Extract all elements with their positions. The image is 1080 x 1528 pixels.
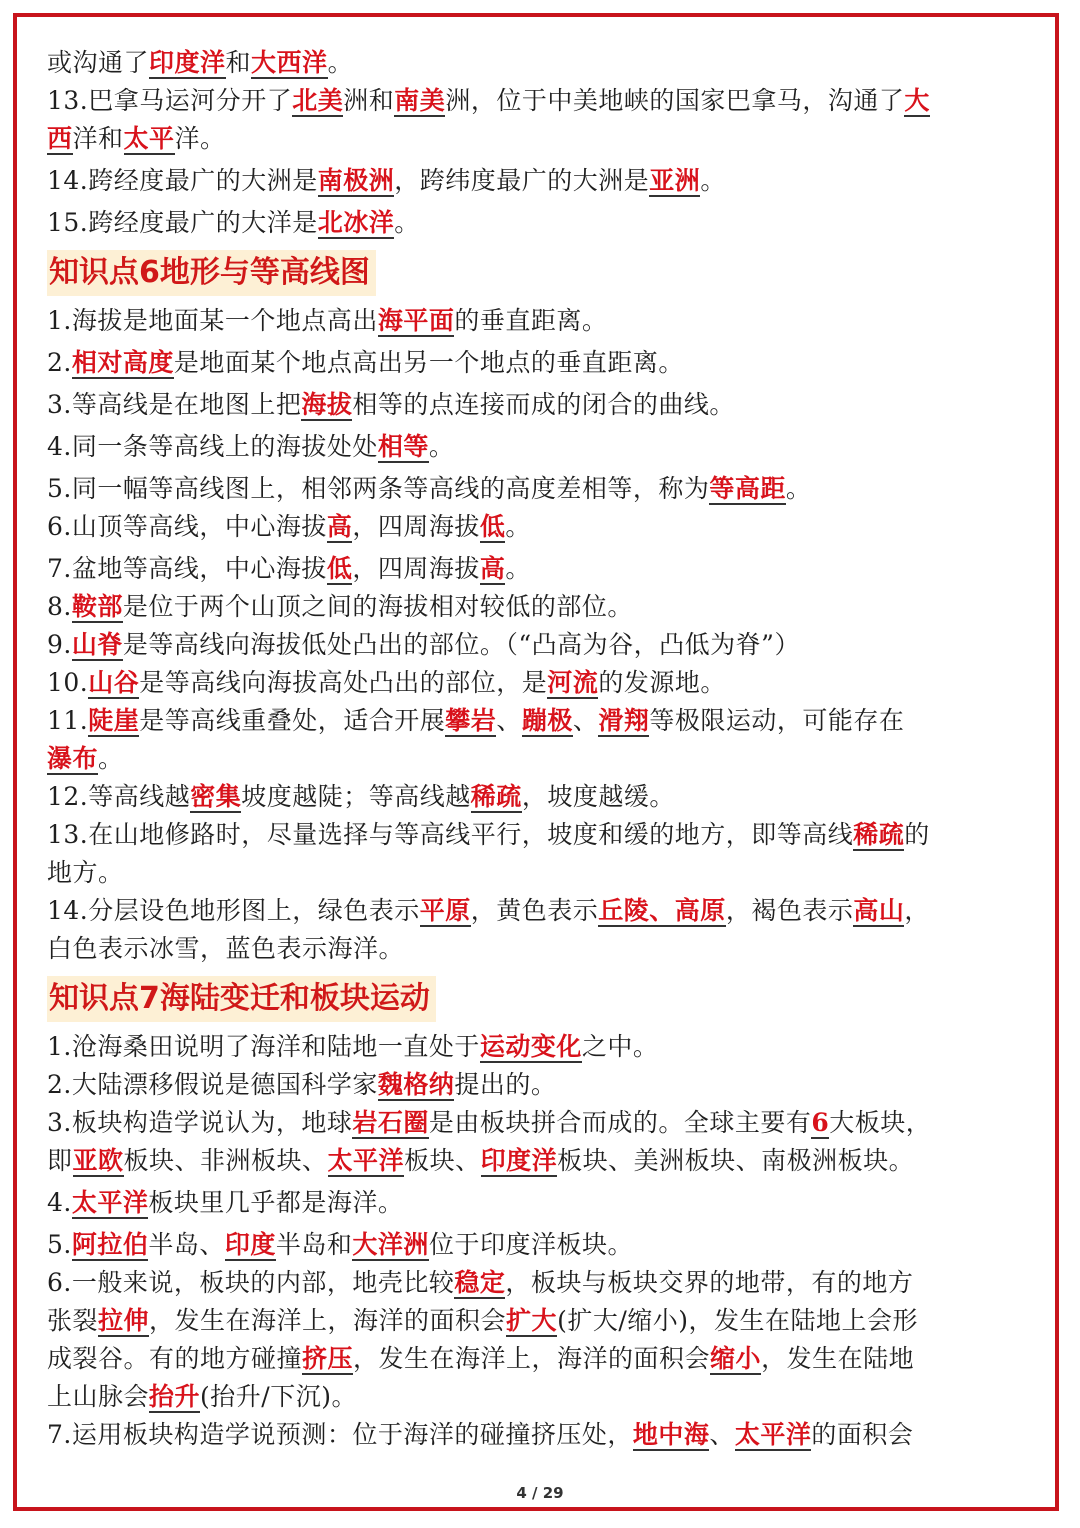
answer-text: 海拔 — [301, 390, 353, 419]
answer-text: 魏格纳 — [377, 1070, 455, 1099]
body-text: ，四周海拔 — [352, 512, 480, 541]
answer-text: 南极洲 — [317, 166, 395, 195]
body-text: 。 — [428, 432, 455, 461]
body-text: ，褐色表示 — [725, 896, 854, 925]
body-text: 。 — [785, 474, 812, 503]
body-text: 白色表示冰雪，蓝色表示海洋。 — [47, 934, 405, 963]
answer-text: 稀疏 — [853, 820, 905, 849]
body-text: 是等高线向海拔低处凸出的部位。（“凸高为谷，凸低为脊”） — [122, 630, 800, 659]
text-line — [47, 1226, 1037, 1264]
text-line — [47, 854, 1037, 892]
body-text: 12.等高线越 — [47, 782, 191, 811]
text-line — [47, 1142, 1037, 1180]
body-text: ，发生在海洋上，海洋的面积会 — [149, 1306, 507, 1335]
answer-text: 6 — [811, 1108, 830, 1137]
body-text: 是位于两个山顶之间的海拔相对较低的部位。 — [122, 592, 633, 621]
body-text: 是由板块拼合而成的。全球主要有 — [428, 1108, 812, 1137]
body-text: ，发生在陆地 — [761, 1344, 915, 1373]
answer-text: 密集 — [190, 782, 242, 811]
body-text: 的面积会 — [811, 1420, 914, 1449]
text-line — [47, 1028, 1037, 1066]
page-number: 4 / 29 — [516, 1484, 564, 1502]
text-line — [47, 82, 1037, 120]
body-text: 10. — [47, 668, 89, 697]
body-text: ，跨纬度最广的大洲是 — [394, 166, 650, 195]
body-text: 14.跨经度最广的大洲是 — [47, 166, 318, 195]
answer-text: 拉伸 — [98, 1306, 150, 1335]
body-text: (扩大/缩小)，发生在陆地上会形 — [557, 1306, 918, 1335]
answer-text: 亚洲 — [649, 166, 701, 195]
body-text: 是等高线重叠处，适合开展 — [139, 706, 446, 735]
body-text: 1.海拔是地面某一个地点高出 — [47, 306, 378, 335]
text-line — [47, 1416, 1037, 1454]
text-line — [47, 204, 1037, 242]
body-text: 。 — [505, 512, 531, 541]
body-text: 3.等高线是在地图上把 — [47, 390, 302, 419]
answer-text: 运动变化 — [479, 1032, 582, 1061]
text-line — [47, 740, 1037, 778]
body-text: 15.跨经度最广的大洋是 — [47, 208, 318, 237]
text-line — [47, 44, 1037, 82]
text-line — [47, 302, 1037, 340]
answer-text: 稀疏 — [470, 782, 522, 811]
answer-text: 瀑布 — [47, 744, 99, 773]
body-text: (抬升/下沉)。 — [200, 1382, 357, 1411]
text-line — [47, 428, 1037, 466]
answer-text: 高山 — [853, 896, 905, 925]
body-text: 是地面某个地点高出另一个地点的垂直距离。 — [173, 348, 684, 377]
body-text: 上山脉会 — [47, 1382, 150, 1411]
answer-text: 山脊 — [71, 630, 123, 659]
answer-text: 滑翔 — [598, 706, 650, 735]
body-text: 张裂 — [47, 1306, 99, 1335]
text-line — [47, 1378, 1037, 1416]
answer-text: 等高距 — [709, 474, 786, 503]
body-text: 5.同一幅等高线图上，相邻两条等高线的高度差相等，称为 — [47, 474, 710, 503]
answer-text: 稳定 — [454, 1268, 506, 1297]
body-text: 4. — [47, 1188, 72, 1217]
body-text: 半岛和 — [275, 1230, 353, 1259]
body-text: 8. — [47, 592, 72, 621]
text-line — [47, 344, 1037, 382]
body-text: ， — [904, 896, 930, 925]
body-text: 位于印度洋板块。 — [428, 1230, 633, 1259]
body-text: 4.同一条等高线上的海拔处处 — [47, 432, 378, 461]
answer-text: 海平面 — [377, 306, 455, 335]
body-text: 。 — [394, 208, 420, 237]
answer-text: 大洋洲 — [352, 1230, 429, 1259]
body-text: 的垂直距离。 — [454, 306, 608, 335]
body-text: 地方。 — [47, 858, 124, 887]
answer-text: 阿拉伯 — [71, 1230, 149, 1259]
text-line — [47, 930, 1037, 968]
section-heading: 知识点7海陆变迁和板块运动 — [47, 976, 436, 1022]
answer-text: 扩大 — [506, 1306, 558, 1335]
answer-text: 印度洋 — [480, 1146, 558, 1175]
text-line — [47, 550, 1037, 588]
body-text: 3.板块构造学说认为，地球 — [47, 1108, 353, 1137]
body-text: 。 — [700, 166, 726, 195]
answer-text: 平原 — [419, 896, 471, 925]
body-text: 7.盆地等高线，中心海拔 — [47, 554, 327, 583]
body-text: 13.巴拿马运河分开了 — [47, 86, 293, 115]
body-text: 13.在山地修路时，尽量选择与等高线平行，坡度和缓的地方，即等高线 — [47, 820, 854, 849]
answer-text: 抬升 — [149, 1382, 201, 1411]
text-line — [47, 702, 1037, 740]
answer-text: 印度洋 — [149, 48, 226, 77]
answer-text: 高 — [326, 512, 353, 541]
body-text: 大板块， — [829, 1108, 932, 1137]
answer-text: 丘陵、高原 — [598, 896, 726, 925]
body-text: 板块里几乎都是海洋。 — [148, 1188, 404, 1217]
body-text: 板块、美洲板块、南极洲板块。 — [557, 1146, 915, 1175]
text-line — [47, 470, 1037, 508]
body-text: 半岛、 — [148, 1230, 225, 1259]
answer-text: 高 — [479, 554, 506, 583]
text-line — [47, 1340, 1037, 1378]
body-text: ，发生在海洋上，海洋的面积会 — [353, 1344, 711, 1373]
answer-text: 攀岩 — [445, 706, 497, 735]
body-text: ，黄色表示 — [470, 896, 599, 925]
answer-text: 相等 — [377, 432, 429, 461]
answer-text: 缩小 — [710, 1344, 762, 1373]
answer-text: 太平洋 — [327, 1146, 405, 1175]
text-line — [47, 508, 1037, 546]
body-text: 。 — [505, 554, 531, 583]
body-text: 7.运用板块构造学说预测：位于海洋的碰撞挤压处， — [47, 1420, 633, 1449]
body-text: 11. — [47, 706, 89, 735]
body-text: 1.沧海桑田说明了海洋和陆地一直处于 — [47, 1032, 480, 1061]
body-text: 的 — [904, 820, 930, 849]
body-text: 洋。 — [174, 124, 226, 153]
body-text: 提出的。 — [454, 1070, 557, 1099]
answer-text: 岩石圈 — [352, 1108, 429, 1137]
body-text: 洋和 — [72, 124, 124, 153]
body-text: 5. — [47, 1230, 72, 1259]
answer-text: 低 — [479, 512, 506, 541]
answer-text: 西 — [47, 124, 73, 153]
body-text: 、 — [572, 706, 599, 735]
text-line — [47, 120, 1037, 158]
text-line — [47, 588, 1037, 626]
answer-text: 南美 — [394, 86, 446, 115]
body-text: 14.分层设色地形图上，绿色表示 — [47, 896, 420, 925]
text-line — [47, 1104, 1037, 1142]
body-text: 或沟通了 — [47, 48, 150, 77]
answer-text: 河流 — [547, 668, 599, 697]
body-text: 2. — [47, 348, 72, 377]
answer-text: 鞍部 — [71, 592, 123, 621]
answer-text: 地中海 — [632, 1420, 710, 1449]
body-text: ，坡度越缓。 — [521, 782, 675, 811]
answer-text: 陡崖 — [88, 706, 140, 735]
text-line — [47, 664, 1037, 702]
body-text: ，四周海拔 — [352, 554, 480, 583]
body-text: ，板块与板块交界的地带，有的地方 — [505, 1268, 914, 1297]
body-text: 、 — [709, 1420, 735, 1449]
text-line — [47, 626, 1037, 664]
body-text: 板块、 — [404, 1146, 481, 1175]
body-text: 是等高线向海拔高处凸出的部位，是 — [139, 668, 548, 697]
text-line — [47, 162, 1037, 200]
body-text: 6.一般来说，板块的内部，地壳比较 — [47, 1268, 455, 1297]
body-text: 6.山顶等高线，中心海拔 — [47, 512, 327, 541]
body-text: 洲，位于中美地峡的国家巴拿马，沟通了 — [445, 86, 905, 115]
body-text: 板块、非洲板块、 — [123, 1146, 328, 1175]
text-line — [47, 778, 1037, 816]
answer-text: 低 — [326, 554, 353, 583]
text-line — [47, 386, 1037, 424]
answer-text: 相对高度 — [71, 348, 174, 377]
body-text: 相等的点连接而成的闭合的曲线。 — [352, 390, 735, 419]
answer-text: 蹦极 — [521, 706, 573, 735]
body-text: 等极限运动，可能存在 — [649, 706, 905, 735]
answer-text: 太平洋 — [734, 1420, 812, 1449]
text-line — [47, 1302, 1037, 1340]
body-text: 。 — [327, 48, 354, 77]
answer-text: 太平 — [123, 124, 175, 153]
answer-text: 北美 — [292, 86, 344, 115]
body-text: 之中。 — [581, 1032, 659, 1061]
body-text: 和 — [225, 48, 252, 77]
answer-text: 挤压 — [302, 1344, 354, 1373]
body-text: 的发源地。 — [598, 668, 726, 697]
text-line — [47, 1066, 1037, 1104]
document-body — [47, 44, 1037, 1454]
section-heading: 知识点6地形与等高线图 — [47, 250, 376, 296]
body-text: 9. — [47, 630, 72, 659]
text-line — [47, 1264, 1037, 1302]
body-text: 洲和 — [343, 86, 395, 115]
body-text: 即 — [47, 1146, 73, 1175]
text-line — [47, 1184, 1037, 1222]
answer-text: 印度 — [224, 1230, 276, 1259]
answer-text: 亚欧 — [72, 1146, 124, 1175]
answer-text: 太平洋 — [71, 1188, 149, 1217]
answer-text: 大西洋 — [251, 48, 328, 77]
body-text: 成裂谷。有的地方碰撞 — [47, 1344, 303, 1373]
text-line — [47, 892, 1037, 930]
body-text: 2.大陆漂移假说是德国科学家 — [47, 1070, 378, 1099]
text-line — [47, 816, 1037, 854]
answer-text: 山谷 — [88, 668, 140, 697]
body-text: 坡度越陡；等高线越 — [241, 782, 471, 811]
answer-text: 大 — [904, 86, 930, 115]
body-text: 、 — [496, 706, 522, 735]
answer-text: 北冰洋 — [317, 208, 395, 237]
body-text: 。 — [98, 744, 124, 773]
